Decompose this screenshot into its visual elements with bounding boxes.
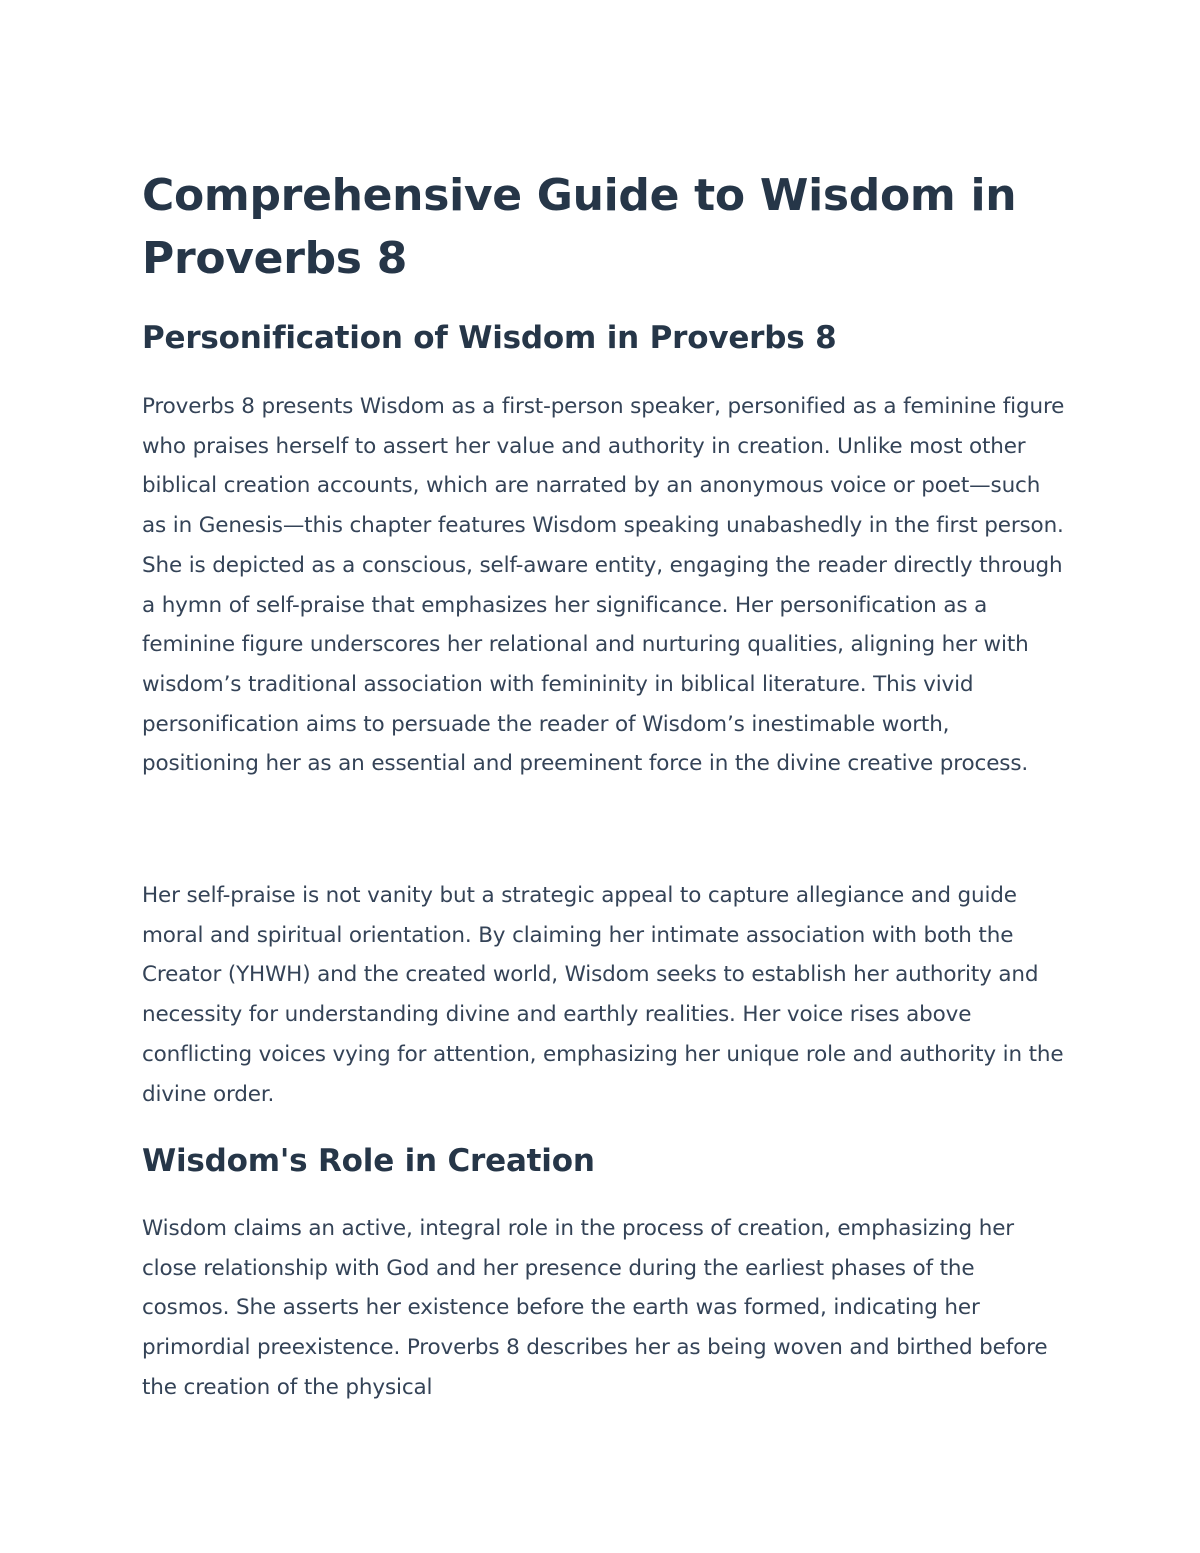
section-heading-personification: Personification of Wisdom in Proverbs 8	[142, 320, 837, 356]
section-heading-role-in-creation: Wisdom's Role in Creation	[142, 1143, 595, 1179]
paragraph-role-in-creation-1: Wisdom claims an active, integral role in the process of creation, emphasizing her close relationship with God and her presence during the earliest phases of the cosmos. She asserts her existence before the earth was formed, indicating her primordial preexistence. Proverbs 8 describes her as being woven and birthed before the creation of the physical	[142, 1216, 1048, 1400]
paragraph-personification-2: Her self-praise is not vanity but a strategic appeal to capture allegiance and guide moral and spiritual orientation. By claiming her intimate association with both the Creator (YHWH) and the created world, Wisdom seeks to establish her authority and necessity for understanding divine and earthly realities. Her voice rises above conflicting voices vying for attention, emphasizing her unique role and authority in the divine order.	[142, 883, 1064, 1107]
paragraph-personification-1: Proverbs 8 presents Wisdom as a first-person speaker, personified as a feminine figure who praises herself to assert her value and authority in creation. Unlike most other biblical creation accounts, which are narrated by an anonymous voice or poet—such as in Genesis—this chapter features Wisdom speaking unabashedly in the first person. She is depicted as a conscious, self-aware entity, engaging the reader directly through a hymn of self-praise that emphasizes her significance. Her personification as a feminine figure underscores her relational and nurturing qualities, aligning her with wisdom’s traditional association with femininity in biblical literature. This vivid personification aims to persuade the reader of Wisdom’s inestimable worth, positioning her as an essential and preeminent force in the divine creative process.	[142, 394, 1065, 777]
document-title: Comprehensive Guide to Wisdom in Proverbs 8	[142, 170, 1017, 284]
